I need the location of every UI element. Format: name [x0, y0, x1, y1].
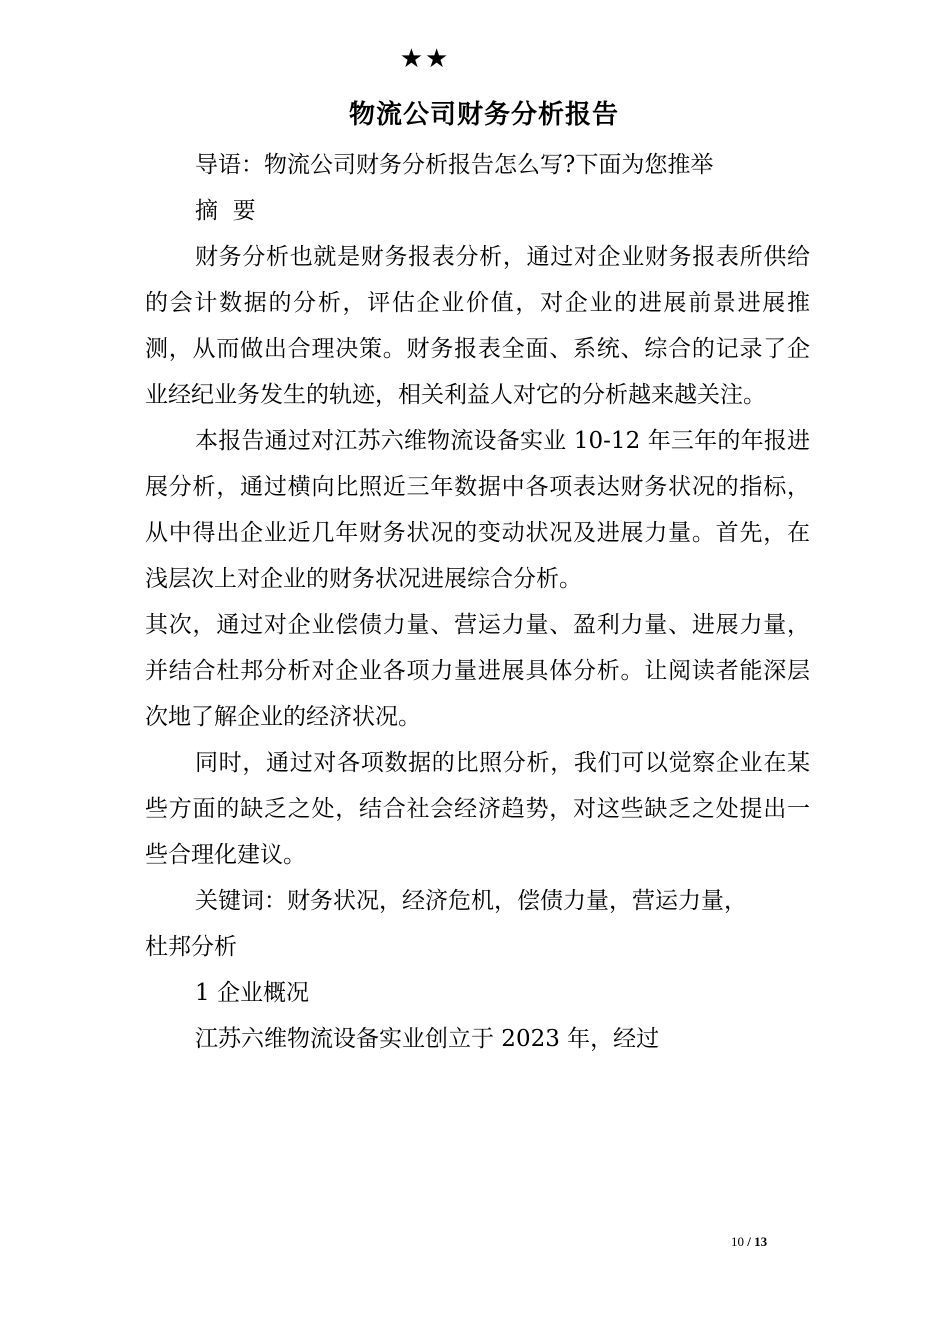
- document-title: 物流公司财务分析报告: [348, 100, 619, 130]
- keywords-line-2: 杜邦分析: [145, 934, 237, 960]
- header-stars: ★★: [399, 44, 451, 74]
- current-page: 10: [731, 1234, 744, 1249]
- page-separator: /: [747, 1234, 751, 1249]
- section-heading: 1 企业概况: [195, 980, 309, 1006]
- document-body: [145, 142, 810, 1062]
- body-paragraph-3: 其次，通过对企业偿债力量、营运力量、盈利力量、进展力量，并结合杜邦分析对企业各项力量进展具体分析。让阅读者能深层次地了解企业的经济状况。: [145, 612, 810, 730]
- body-paragraph-4: 同时，通过对各项数据的比照分析，我们可以觉察企业在某些方面的缺乏之处，结合社会经济趋势，对这些缺乏之处提出一些合理化建议。: [145, 750, 810, 868]
- body-paragraph-1: 财务分析也就是财务报表分析，通过对企业财务报表所供给的会计数据的分析，评估企业价值，对企业的进展前景进展推测，从而做出合理决策。财务报表全面、系统、综合的记录了企业经纪业务发生的轨迹，相关利益人对它的分析越来越关注。: [145, 244, 810, 408]
- total-pages: 13: [754, 1234, 768, 1249]
- section-text: 江苏六维物流设备实业创立于 2023 年，经过: [195, 1026, 660, 1052]
- body-paragraph-2: 本报告通过对江苏六维物流设备实业 10-12 年三年的年报进展分析，通过横向比照近三年数据中各项表达财务状况的指标，从中得出企业近几年财务状况的变动状况及进展力量。首先，在浅层次上对企业的财务状况进展综合分析。: [145, 428, 810, 592]
- intro-paragraph: 导语：物流公司财务分析报告怎么写?下面为您推举: [195, 152, 714, 178]
- keywords-line-1: 关键词：财务状况，经济危机，偿债力量，营运力量，: [195, 888, 747, 914]
- abstract-heading: 摘 要: [195, 198, 256, 224]
- page-number: [731, 1234, 767, 1250]
